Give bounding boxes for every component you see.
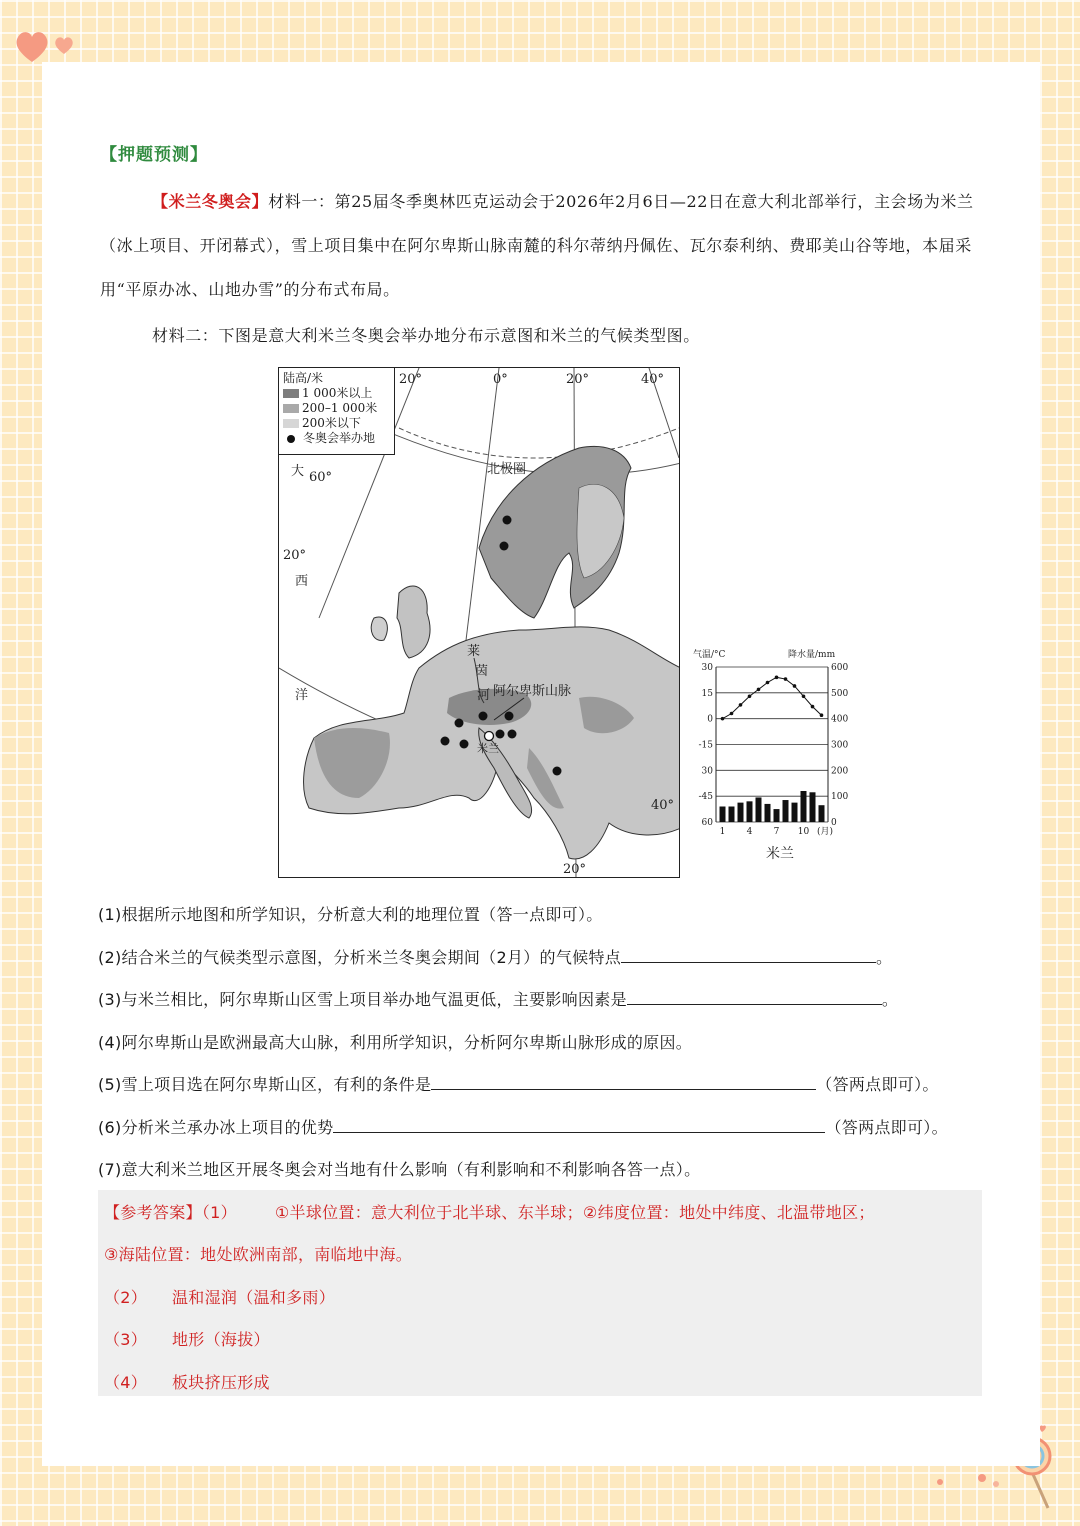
temperature-point	[757, 688, 761, 692]
legend-swatch-low	[283, 419, 299, 428]
answer-3	[104, 1326, 984, 1354]
question-4-text: (4)阿尔卑斯山是欧洲最高大山脉，利用所学知识，分析阿尔卑斯山脉形成的原因。	[98, 1033, 693, 1052]
material-two-paragraph: 材料二：下图是意大利米兰冬奥会举办地分布示意图和米兰的气候类型图。	[152, 326, 700, 345]
legend-row-mid	[283, 401, 390, 416]
ocean-label: 大	[291, 464, 305, 479]
answer-3-number: （3）	[104, 1330, 148, 1349]
temperature-point	[730, 712, 734, 716]
question-5-suffix: （答两点即可）。	[816, 1075, 939, 1094]
precipitation-bar	[819, 805, 825, 822]
precipitation-bar	[783, 800, 789, 822]
climate-left-tick: 60	[701, 818, 713, 828]
answer-4-number: （4）	[104, 1373, 148, 1392]
legend-swatch-high	[283, 389, 299, 398]
arctic-circle-label: 北极圈	[487, 462, 527, 477]
question-5-text: (5)雪上项目选在阿尔卑斯山区，有利的条件是	[98, 1075, 432, 1094]
question-2-suffix: 。	[876, 948, 893, 967]
climate-left-tick: 0	[707, 714, 713, 725]
legend-row-high	[283, 386, 390, 401]
map-legend	[279, 368, 395, 455]
precipitation-bar	[765, 804, 771, 822]
answer-blank-2[interactable]	[621, 945, 876, 963]
climate-right-tick: 500	[831, 688, 849, 699]
question-7	[98, 1156, 998, 1184]
answer-3-text: 地形（海拔）	[172, 1330, 270, 1349]
milan-climate-chart	[688, 645, 863, 870]
rhine-label: 河	[477, 688, 491, 703]
question-3-suffix: 。	[881, 990, 899, 1009]
question-1-text: (1)根据所示地图和所学知识，分析意大利的地理位置（答一点即可）。	[98, 905, 603, 924]
climate-right-tick: 200	[831, 766, 849, 777]
climate-right-tick: 100	[831, 792, 849, 803]
longitude-label-west: 20°	[283, 548, 307, 563]
question-7-text: (7)意大利米兰地区开展冬奥会对当地有什么影响（有利影响和不利影响各答一点）。	[98, 1160, 701, 1179]
temperature-point	[820, 713, 824, 717]
climate-x-tick: 4	[746, 827, 753, 837]
temperature-point	[766, 681, 770, 685]
answer-title: 【参考答案】（1）	[104, 1203, 237, 1222]
legend-label-low: 200米以下	[302, 416, 361, 430]
latitude-label-40: 40°	[651, 798, 675, 813]
answer-4	[104, 1369, 984, 1397]
temperature-point	[802, 694, 806, 698]
climate-x-unit: (月)	[817, 827, 834, 837]
precipitation-bar	[774, 809, 780, 822]
answer-1-line-1	[104, 1199, 984, 1227]
climate-left-tick: -15	[698, 740, 713, 751]
dots-decoration-icon	[930, 1468, 1010, 1490]
material-one-tag: 【米兰冬奥会】	[152, 192, 269, 211]
ocean-label: 洋	[295, 688, 309, 703]
precipitation-bar	[756, 797, 762, 822]
climate-left-tick: 15	[701, 688, 713, 699]
longitude-label: 0°	[493, 372, 508, 387]
climate-x-tick: 7	[773, 827, 780, 837]
answer-1-line-2: ③海陆位置：地处欧洲南部，南临地中海。	[104, 1245, 413, 1264]
legend-label-mid: 200–1 000米	[302, 401, 378, 415]
precipitation-bar	[801, 791, 807, 822]
climate-left-axis-title: 气温/°C	[693, 650, 726, 660]
section-tag: 【押题预测】	[100, 145, 208, 165]
answer-blank-6[interactable]	[333, 1115, 825, 1133]
answer-2-number: （2）	[104, 1288, 148, 1307]
legend-dot-icon	[287, 435, 295, 443]
alps-label: 阿尔卑斯山脉	[493, 684, 572, 699]
question-5	[98, 1071, 998, 1099]
question-3	[98, 986, 998, 1014]
climate-x-tick: 10	[797, 827, 810, 837]
temperature-line	[723, 677, 822, 718]
legend-row-host	[283, 431, 390, 446]
material-one-text: 材料一：第25届冬季奥林匹克运动会于2026年2月6日—22日在意大利北部举行，主会场为米兰（冰上项目、开闭幕式），雪上项目集中在阿尔卑斯山脉南麓的科尔蒂纳丹佩佐、瓦尔泰利纳、费耶美山谷等地，本届采用“平原办冰、山地办雪”的分布式布局。	[100, 192, 974, 299]
precipitation-bar	[810, 792, 816, 822]
latitude-label-60: 60°	[309, 470, 333, 485]
question-3-text: (3)与米兰相比，阿尔卑斯山区雪上项目举办地气温更低，主要影响因素是	[98, 990, 627, 1009]
rhine-label: 茵	[475, 664, 489, 679]
precipitation-bar	[747, 801, 753, 822]
material-one-paragraph	[100, 180, 980, 312]
temperature-point	[775, 676, 779, 680]
answer-blank-5[interactable]	[431, 1072, 816, 1090]
answer-blank-3[interactable]	[627, 987, 882, 1005]
milan-label: 米兰	[477, 742, 499, 755]
answer-4-text: 板块挤压形成	[172, 1373, 270, 1392]
legend-label-high: 1 000米以上	[302, 386, 373, 400]
climate-right-tick: 300	[831, 740, 849, 751]
climate-right-tick: 0	[831, 818, 837, 828]
question-2-text: (2)结合米兰的气候类型示意图，分析米兰冬奥会期间（2月）的气候特点	[98, 948, 622, 967]
legend-label-host: 冬奥会举办地	[303, 431, 376, 445]
answer-2	[104, 1284, 984, 1312]
temperature-point	[721, 717, 725, 721]
question-2	[98, 944, 998, 972]
climate-left-tick: 30	[701, 766, 713, 777]
precipitation-bar	[729, 807, 735, 823]
longitude-label-bottom: 20°	[563, 862, 587, 877]
precipitation-bar	[792, 803, 798, 822]
longitude-label: 40°	[641, 372, 665, 387]
legend-title: 陆高/米	[283, 371, 324, 385]
question-6-suffix: （答两点即可）。	[825, 1118, 948, 1137]
question-6-text: (6)分析米兰承办冰上项目的优势	[98, 1118, 334, 1137]
legend-swatch-mid	[283, 404, 299, 413]
legend-row-low	[283, 416, 390, 431]
precipitation-bar	[738, 803, 744, 822]
climate-right-tick: 400	[831, 714, 849, 725]
climate-chart-graphic	[688, 645, 863, 870]
longitude-label: 20°	[399, 372, 423, 387]
climate-chart-caption: 米兰	[766, 846, 794, 862]
question-6	[98, 1114, 998, 1142]
precipitation-bar	[720, 807, 726, 823]
climate-right-axis-title: 降水量/mm	[788, 650, 836, 660]
climate-left-tick: -45	[698, 792, 713, 803]
answer-1-text: ①半球位置：意大利位于北半球、东半球；②纬度位置：地处中纬度、北温带地区；	[274, 1203, 875, 1222]
ocean-label: 西	[295, 574, 309, 589]
climate-left-tick: 30	[701, 663, 713, 673]
question-4	[98, 1029, 998, 1057]
climate-x-tick: 1	[719, 827, 726, 837]
climate-right-tick: 600	[831, 663, 849, 673]
temperature-point	[784, 677, 788, 681]
europe-map	[278, 367, 680, 878]
temperature-point	[811, 705, 815, 709]
answer-2-text: 温和湿润（温和多雨）	[172, 1288, 336, 1307]
temperature-point	[793, 684, 797, 688]
heart-decoration-icon	[14, 26, 78, 66]
temperature-point	[748, 694, 752, 698]
longitude-label: 20°	[566, 372, 590, 387]
rhine-label: 莱	[467, 644, 481, 659]
temperature-point	[739, 703, 743, 707]
question-1	[98, 901, 998, 929]
